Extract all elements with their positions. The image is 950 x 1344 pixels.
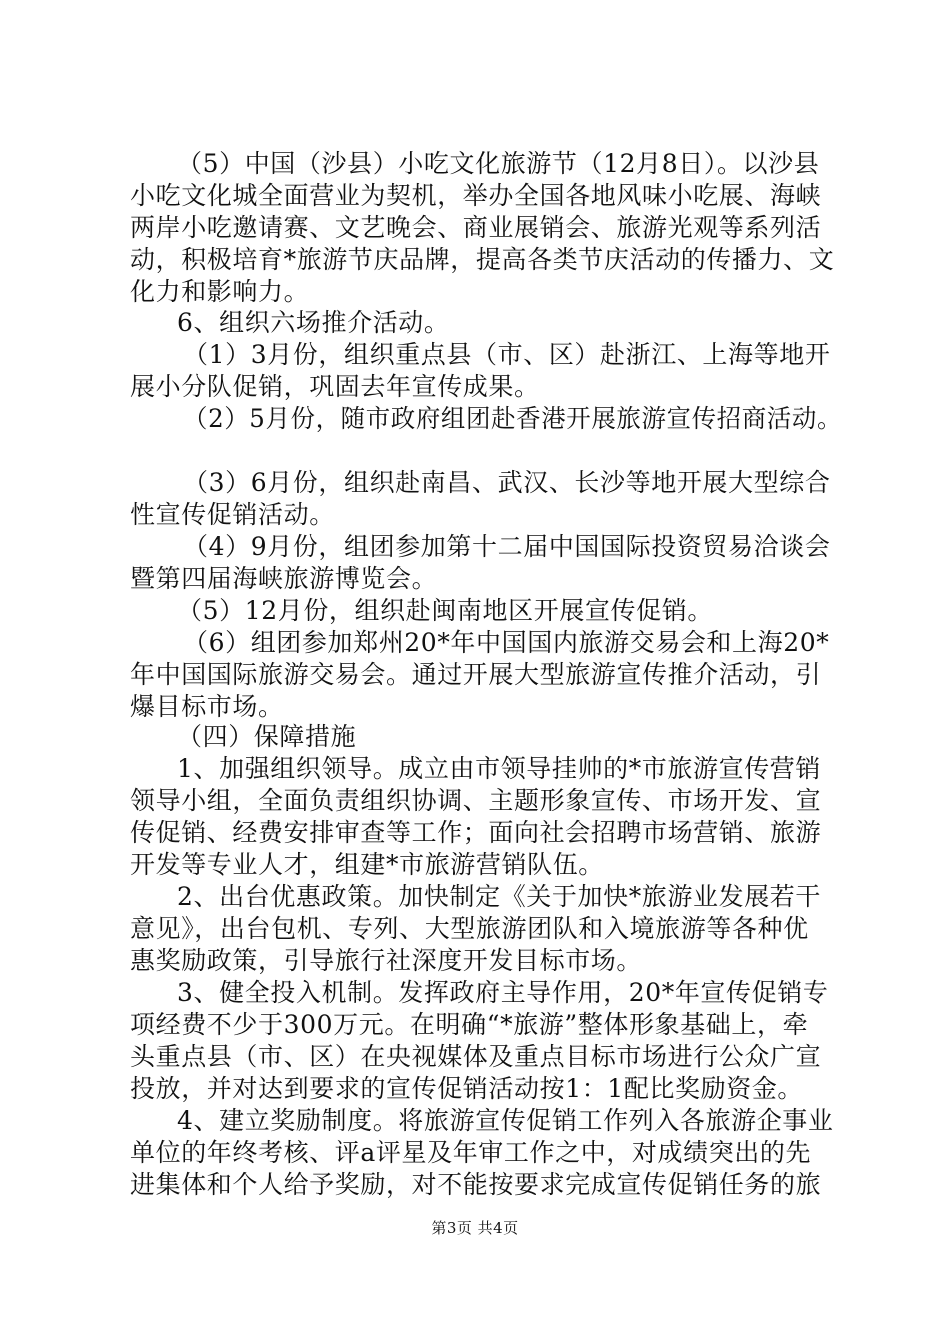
text-line: 性宣传促销活动。 (130, 500, 335, 529)
text-line: （5）12月份，组织赴闽南地区开展宣传促销。 (177, 596, 713, 625)
text-line: 头重点县（市、区）在央视媒体及重点目标市场进行公众广宣 (130, 1042, 822, 1071)
text-line: 年中国国际旅游交易会。通过开展大型旅游宣传推介活动，引 (130, 660, 822, 689)
text-line: 爆目标市场。 (130, 692, 284, 721)
text-line: （2）5月份，随市政府组团赴香港开展旅游宣传招商活动。 (183, 404, 843, 433)
text-line: 1、加强组织领导。成立由市领导挂帅的*市旅游宣传营销 (177, 754, 822, 783)
text-line: 单位的年终考核、评a评星及年审工作之中，对成绩突出的先 (130, 1138, 812, 1167)
text-line: 化力和影响力。 (130, 277, 310, 306)
text-line: （6）组团参加郑州20*年中国国内旅游交易会和上海20* (183, 628, 830, 657)
text-line: 开发等专业人才，组建*市旅游营销队伍。 (130, 850, 604, 879)
text-line: 惠奖励政策，引导旅行社深度开发目标市场。 (130, 946, 643, 975)
text-line: （1）3月份，组织重点县（市、区）赴浙江、上海等地开 (183, 340, 831, 369)
text-line: 两岸小吃邀请赛、文艺晚会、商业展销会、旅游光观等系列活 (130, 213, 822, 242)
text-line: （3）6月份，组织赴南昌、武汉、长沙等地开展大型综合 (183, 468, 831, 497)
text-line: 传促销、经费安排审查等工作；面向社会招聘市场营销、旅游 (130, 818, 822, 847)
text-line: 投放，并对达到要求的宣传促销活动按1：1配比奖励资金。 (130, 1074, 804, 1103)
text-line: 暨第四届海峡旅游博览会。 (130, 564, 438, 593)
text-line: （4）9月份，组团参加第十二届中国国际投资贸易洽谈会 (183, 532, 831, 561)
text-line: 小吃文化城全面营业为契机，举办全国各地风味小吃展、海峡 (130, 181, 822, 210)
text-line: 展小分队促销，巩固去年宣传成果。 (130, 372, 540, 401)
text-line: 领导小组，全面负责组织协调、主题形象宣传、市场开发、宣 (130, 786, 822, 815)
page-number-footer: 第3页 共4页 (431, 1219, 519, 1237)
text-line: 动，积极培育*旅游节庆品牌，提高各类节庆活动的传播力、文 (130, 245, 835, 274)
text-line: 6、组织六场推介活动。 (177, 308, 450, 337)
text-line: 进集体和个人给予奖励，对不能按要求完成宣传促销任务的旅 (130, 1170, 822, 1199)
text-line: 意见》，出台包机、专列、大型旅游团队和入境旅游等各种优 (130, 914, 809, 943)
text-line: （5）中国（沙县）小吃文化旅游节（12月8日）。以沙县 (177, 149, 820, 178)
text-line: 3、健全投入机制。发挥政府主导作用，20*年宣传促销专 (177, 978, 829, 1007)
text-line: 项经费不少于300万元。在明确“*旅游”整体形象基础上，牵 (130, 1010, 809, 1039)
section-heading: （四）保障措施 (177, 722, 357, 751)
text-line: 2、出台优惠政策。加快制定《关于加快*旅游业发展若干 (177, 882, 822, 911)
text-line: 4、建立奖励制度。将旅游宣传促销工作列入各旅游企事业 (177, 1106, 834, 1135)
